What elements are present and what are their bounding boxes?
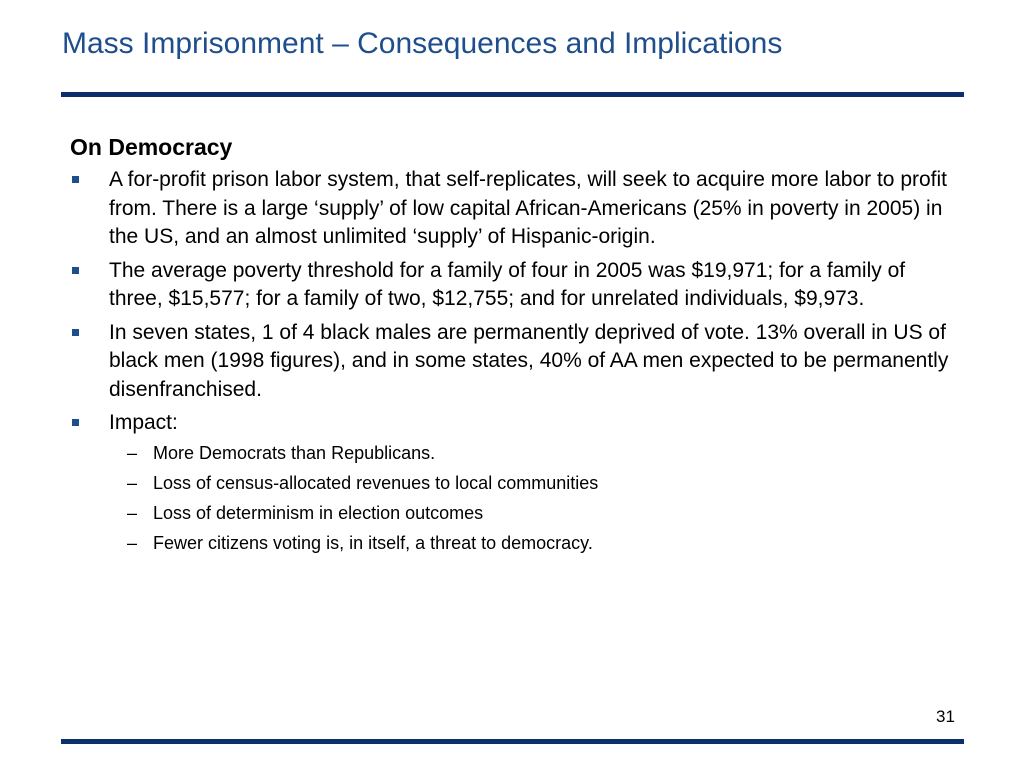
dash-bullet-icon: – — [127, 502, 138, 523]
dash-bullet-icon: – — [127, 442, 138, 463]
square-bullet-icon — [72, 267, 79, 274]
bullet-item — [70, 409, 960, 555]
sub-bullet-text: Loss of determinism in election outcomes — [153, 502, 484, 523]
page-number: 31 — [936, 707, 955, 726]
square-bullet-icon — [72, 176, 79, 183]
bullet-item — [70, 166, 960, 252]
bullet-item — [70, 319, 960, 405]
sub-bullet-item — [109, 441, 960, 465]
bullet-text: In seven states, 1 of 4 black males are permanently deprived of vote. 13% overall in US of black men (1998 figures), and in some states, 40% of AA men expected to be permanently disenfranchised. — [109, 320, 949, 401]
dash-bullet-icon: – — [127, 472, 138, 493]
bullet-text: The average poverty threshold for a family of four in 2005 was $19,971; for a family of three, $15,577; for a family of two, $12,755; and for unrelated individuals, $9,973. — [109, 258, 906, 310]
bullet-item — [70, 257, 960, 314]
sub-bullet-list — [109, 441, 960, 555]
footer-divider — [61, 739, 964, 744]
square-bullet-icon — [72, 419, 79, 426]
bullet-text: A for-profit prison labor system, that self-replicates, will seek to acquire more labor to profit from. There is a large ‘supply’ of low capital African-Americans (25% in poverty in 2005) in the US, and an almost unlimited ‘supply’ of Hispanic-origin. — [109, 168, 948, 248]
title-divider — [61, 92, 964, 97]
slide-title: Mass Imprisonment – Consequences and Implications — [62, 27, 783, 60]
bullet-text: Impact: — [109, 411, 178, 434]
sub-bullet-item — [109, 531, 960, 555]
dash-bullet-icon: – — [127, 532, 138, 553]
sub-bullet-item — [109, 471, 960, 495]
sub-bullet-text: More Democrats than Republicans. — [153, 442, 436, 463]
square-bullet-icon — [72, 329, 79, 336]
sub-bullet-item — [109, 501, 960, 525]
sub-bullet-text: Loss of census-allocated revenues to local communities — [153, 472, 599, 493]
slide-content — [70, 132, 960, 561]
bullet-list — [70, 166, 960, 555]
section-heading: On Democracy — [70, 134, 233, 160]
sub-bullet-text: Fewer citizens voting is, in itself, a threat to democracy. — [153, 532, 593, 553]
